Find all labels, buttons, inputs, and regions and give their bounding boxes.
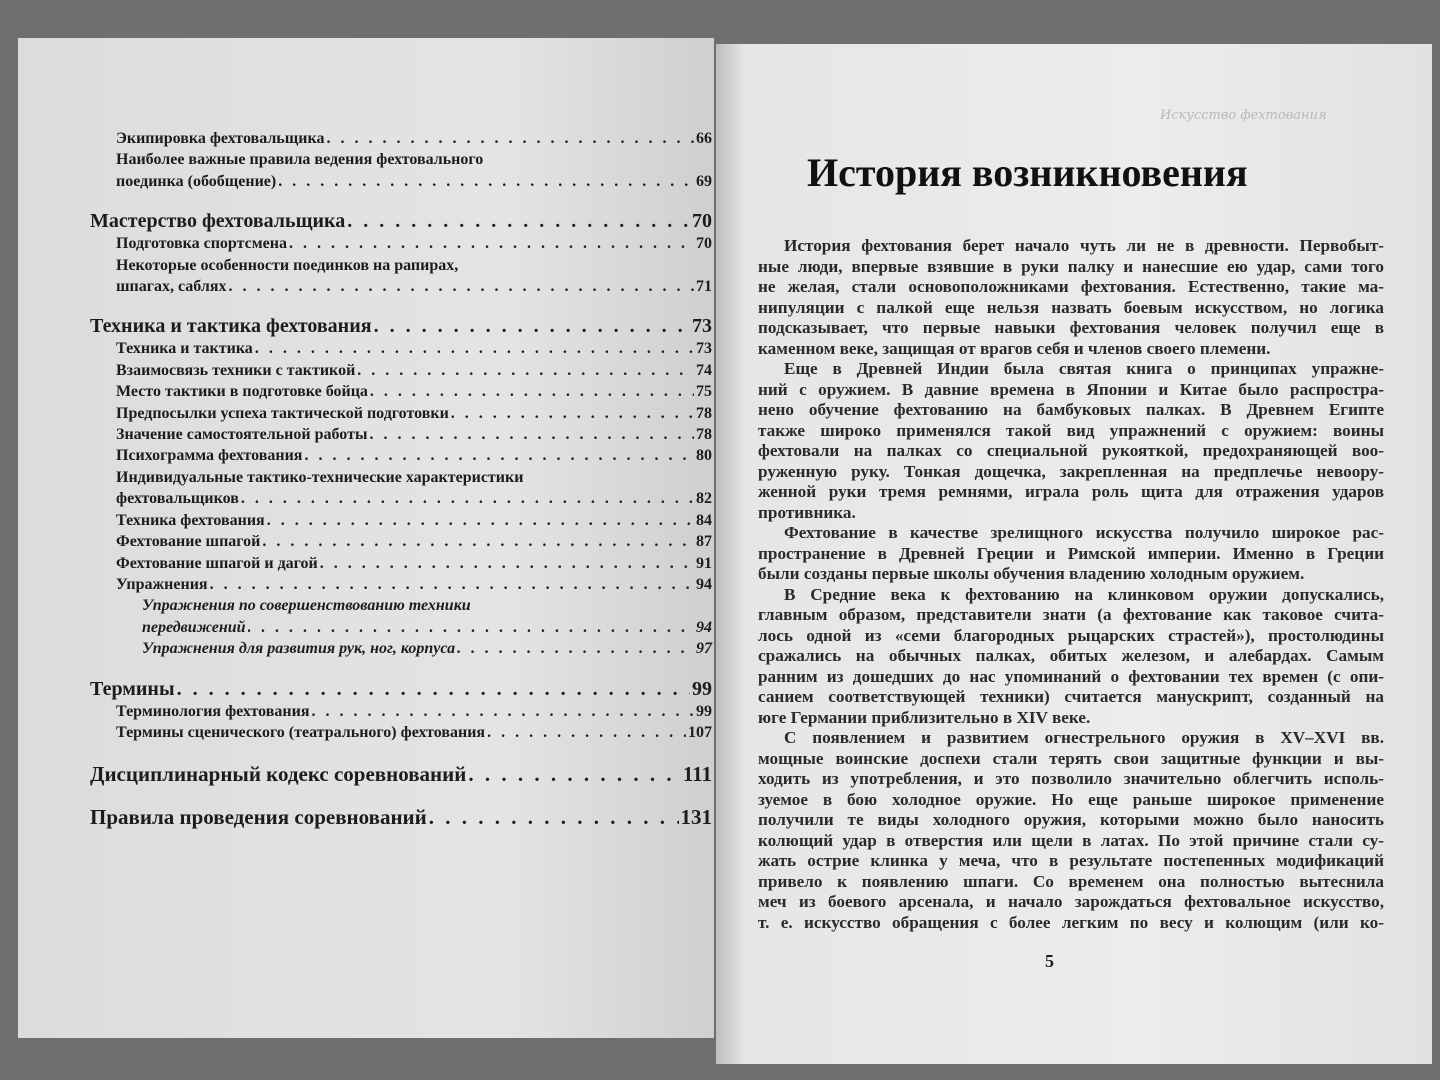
toc-leader-dots bbox=[369, 424, 694, 445]
toc-page-number: 111 bbox=[682, 762, 712, 787]
toc-page-number: 71 bbox=[696, 278, 712, 296]
toc-entry bbox=[90, 701, 712, 722]
toc-page-number: 99 bbox=[696, 702, 712, 720]
toc-page-number: 94 bbox=[696, 618, 712, 636]
text-line: не желая, стали основоположниками фехтования. Естественно, такие ма- bbox=[758, 277, 1384, 296]
toc-leader-dots bbox=[278, 171, 694, 192]
toc-entry-title: Правила проведения соревнований bbox=[90, 805, 427, 830]
toc-entry-title: Термины сценического (театрального) фехтования bbox=[116, 723, 486, 741]
text-line: привело к появлению шпаги. Со временем она полностью вытеснила bbox=[758, 871, 1384, 891]
text-line: мощные воинские доспехи стали терять свои защитные функции и вы- bbox=[758, 748, 1384, 768]
table-of-contents bbox=[90, 128, 712, 829]
toc-entry bbox=[90, 531, 712, 552]
text-line: каменном веке, защищая от врагов себя и членов своего племени. bbox=[758, 338, 1271, 358]
toc-leader-dots bbox=[267, 510, 694, 531]
toc-page-number: 97 bbox=[696, 640, 712, 658]
toc-entry bbox=[90, 762, 712, 786]
toc-entry-title: Значение самостоятельной работы bbox=[116, 426, 368, 444]
toc-page-number: 80 bbox=[696, 447, 712, 465]
text-line: ний с оружием. В давние времена в Японии и Китае было распростра- bbox=[758, 379, 1384, 399]
toc-entry bbox=[90, 424, 712, 445]
toc-page-number: 74 bbox=[696, 361, 712, 379]
toc-entry bbox=[90, 445, 712, 466]
toc-entry-title: Некоторые особенности поединков на рапирах, bbox=[116, 256, 459, 274]
text-line: В Средние века к фехтованию на клинковом оружии допускались, bbox=[784, 584, 1384, 604]
toc-leader-dots bbox=[451, 403, 694, 424]
text-line: нипуляции с палкой еще нельзя назвать боевым искусством, но логика bbox=[758, 297, 1384, 317]
toc-entry bbox=[90, 722, 712, 743]
toc-leader-dots bbox=[370, 381, 694, 402]
toc-page-number: 73 bbox=[692, 315, 712, 338]
toc-page-number: 75 bbox=[696, 383, 712, 401]
toc-entry bbox=[90, 638, 712, 659]
text-line: лось одной из «семи благородных рыцарских страстей»), простолюдины bbox=[758, 625, 1384, 645]
toc-entry bbox=[90, 360, 712, 381]
text-line: Фехтование в качестве зрелищного искусства получило широкое рас- bbox=[784, 523, 1384, 542]
text-line: руженную руку. Тонкая дощечка, закрепленная на предплечье невоору- bbox=[758, 461, 1384, 481]
text-line: т. е. искусство обращения с более легким по весу и колющим (или ко- bbox=[758, 912, 1384, 932]
text-line: ранним из дошедших до нас упоминаний о фехтовании тех времен (с опи- bbox=[758, 666, 1384, 686]
text-line: юге Германии приблизительно в XIV веке. bbox=[758, 707, 1091, 727]
text-line: С появлением и развитием огнестрельного оружия в XV–XVI вв. bbox=[784, 728, 1384, 747]
toc-entry-title: передвижений bbox=[142, 618, 246, 636]
toc-entry bbox=[90, 338, 712, 359]
toc-entry bbox=[90, 149, 712, 192]
toc-entry-title: Психограмма фехтования bbox=[116, 447, 303, 465]
page-number: 5 bbox=[1045, 951, 1054, 971]
toc-entry bbox=[90, 510, 712, 531]
toc-entry bbox=[90, 553, 712, 574]
toc-entry-title: Фехтование шпагой bbox=[116, 533, 261, 551]
toc-entry-title: Упражнения bbox=[116, 575, 208, 593]
toc-entry-title: Техника и тактика bbox=[116, 340, 253, 358]
toc-entry-title: Экипировка фехтовальщика bbox=[116, 130, 325, 147]
toc-entry bbox=[90, 595, 712, 638]
toc-page-number: 73 bbox=[696, 340, 712, 358]
toc-entry bbox=[90, 805, 712, 829]
text-line: сражались на обычных палках, обитых железом, и алебардах. Самым bbox=[758, 646, 1384, 665]
toc-leader-dots bbox=[255, 338, 694, 359]
toc-page-number: 107 bbox=[688, 723, 712, 741]
toc-entry-title: Упражнения по совершенствованию техники bbox=[142, 597, 471, 615]
toc-entry-title: Терминология фехтования bbox=[116, 702, 310, 720]
toc-entry-title: Подготовка спортсмена bbox=[116, 235, 287, 253]
toc-leader-dots bbox=[487, 722, 686, 743]
text-line: женной руки тремя ремнями, играла роль щита для отражения ударов bbox=[758, 482, 1384, 501]
toc-entry bbox=[90, 574, 712, 595]
text-line: колющий удар в отверстия или щели в латах. По этой причине стали су- bbox=[758, 830, 1384, 850]
toc-entry bbox=[90, 128, 712, 149]
toc-page-number: 78 bbox=[696, 426, 712, 444]
toc-leader-dots bbox=[262, 531, 694, 552]
toc-leader-dots bbox=[357, 360, 694, 381]
toc-page-number: 99 bbox=[692, 677, 712, 700]
toc-entry-title: Дисциплинарный кодекс соревнований bbox=[90, 762, 467, 787]
toc-page-number: 66 bbox=[696, 130, 712, 147]
text-line: зуемое в бою холодное оружие. Но еще раньше широкое применение bbox=[758, 789, 1384, 809]
toc-entry bbox=[90, 209, 712, 233]
toc-entry-title: шпагах, саблях bbox=[116, 278, 227, 296]
toc-entry-title: Предпосылки успеха тактической подготовки bbox=[116, 404, 449, 422]
toc-entry bbox=[90, 381, 712, 402]
toc-leader-dots bbox=[320, 553, 694, 574]
toc-entry bbox=[90, 467, 712, 510]
toc-entry-title: Фехтование шпагой и дагой bbox=[116, 554, 318, 572]
toc-page-number: 131 bbox=[680, 805, 712, 830]
toc-leader-dots bbox=[457, 638, 694, 659]
toc-entry-title: Место тактики в подготовке бойца bbox=[116, 383, 368, 401]
toc-leader-dots bbox=[374, 314, 690, 338]
toc-entry bbox=[90, 314, 712, 338]
toc-leader-dots bbox=[468, 762, 680, 786]
text-line: главным образом, представители знати (а фехтование как таковое счита- bbox=[758, 605, 1384, 624]
toc-entry-title: Взаимосвязь техники с тактикой bbox=[116, 361, 356, 379]
toc-entry-title: Техника фехтования bbox=[116, 511, 265, 529]
toc-leader-dots bbox=[210, 574, 694, 595]
toc-page-number: 87 bbox=[696, 533, 712, 551]
text-line: История фехтования берет начало чуть ли не в древности. Первобыт- bbox=[784, 236, 1384, 255]
toc-page-number: 91 bbox=[696, 554, 712, 572]
toc-entry-title: Упражнения для развития рук, ног, корпуса bbox=[142, 640, 456, 658]
text-line: получили те виды холодного оружия, которыми можно было наносить bbox=[758, 810, 1384, 829]
toc-entry-title: Наиболее важные правила ведения фехтовального bbox=[116, 151, 484, 169]
toc-entry bbox=[90, 233, 712, 254]
toc-leader-dots bbox=[304, 445, 694, 466]
toc-leader-dots bbox=[312, 701, 695, 722]
text-line: были созданы первые школы обучения владению холодным оружием. bbox=[758, 564, 1305, 583]
toc-leader-dots bbox=[229, 276, 694, 297]
text-line: ходить из употребления, и это позволило значительно облегчить исполь- bbox=[758, 769, 1384, 788]
text-line: меч из боевого арсенала, и начало зарождаться фехтовальное искусство, bbox=[758, 892, 1384, 911]
toc-page-number: 70 bbox=[692, 210, 712, 233]
text-line: фехтовали на палках со специальной рукояткой, предохраняющей воо- bbox=[758, 441, 1384, 460]
toc-leader-dots bbox=[429, 805, 679, 829]
toc-page-number: 70 bbox=[696, 235, 712, 253]
text-line: Еще в Древней Индии была святая книга о принципах упражне- bbox=[784, 359, 1384, 378]
text-line: санием соответствующей техники) считается манускрипт, созданный на bbox=[758, 687, 1384, 706]
toc-entry-title: фехтовальщиков bbox=[116, 490, 239, 508]
toc-page-number: 69 bbox=[696, 172, 712, 190]
chapter-heading: История возникновения bbox=[807, 150, 1248, 195]
toc-entry-title: Техника и тактика фехтования bbox=[90, 315, 372, 338]
toc-leader-dots bbox=[241, 488, 694, 509]
toc-page-number: 82 bbox=[696, 490, 712, 508]
toc-page-number: 78 bbox=[696, 404, 712, 422]
text-line: подсказывает, что первые навыки фехтования человек получил еще в bbox=[758, 318, 1384, 337]
text-line: противника. bbox=[758, 502, 856, 522]
text-line: жать острие клинка у меча, что в результате постепенных модификаций bbox=[758, 851, 1384, 870]
toc-leader-dots bbox=[177, 677, 690, 701]
toc-entry-title: Индивидуальные тактико-технические характеристики bbox=[116, 468, 524, 486]
toc-leader-dots bbox=[326, 128, 694, 149]
text-line: также широко применялся такой вид упражнений с оружием: воины bbox=[758, 420, 1384, 440]
toc-leader-dots bbox=[289, 233, 694, 254]
text-line: нено обучение фехтованию на бамбуковых палках. В Древнем Египте bbox=[758, 400, 1384, 419]
toc-leader-dots bbox=[347, 209, 690, 233]
toc-page-number: 94 bbox=[696, 575, 712, 593]
text-line: пространение в Древней Греции и Римской империи. Именно в Греции bbox=[758, 543, 1384, 563]
body-text bbox=[758, 236, 1384, 933]
toc-entry-title: поединка (обобщение) bbox=[116, 172, 277, 190]
toc-entry bbox=[90, 403, 712, 424]
toc-entry bbox=[90, 255, 712, 298]
running-header: Искусство фехтования bbox=[1160, 108, 1327, 123]
toc-leader-dots bbox=[248, 617, 695, 638]
toc-page-number: 84 bbox=[696, 511, 712, 529]
toc-entry bbox=[90, 677, 712, 701]
toc-entry-title: Термины bbox=[90, 677, 175, 700]
toc-entry-title: Мастерство фехтовальщика bbox=[90, 210, 346, 233]
text-line: ные люди, впервые взявшие в руки палку и нанесшие ею удар, сами того bbox=[758, 256, 1384, 276]
